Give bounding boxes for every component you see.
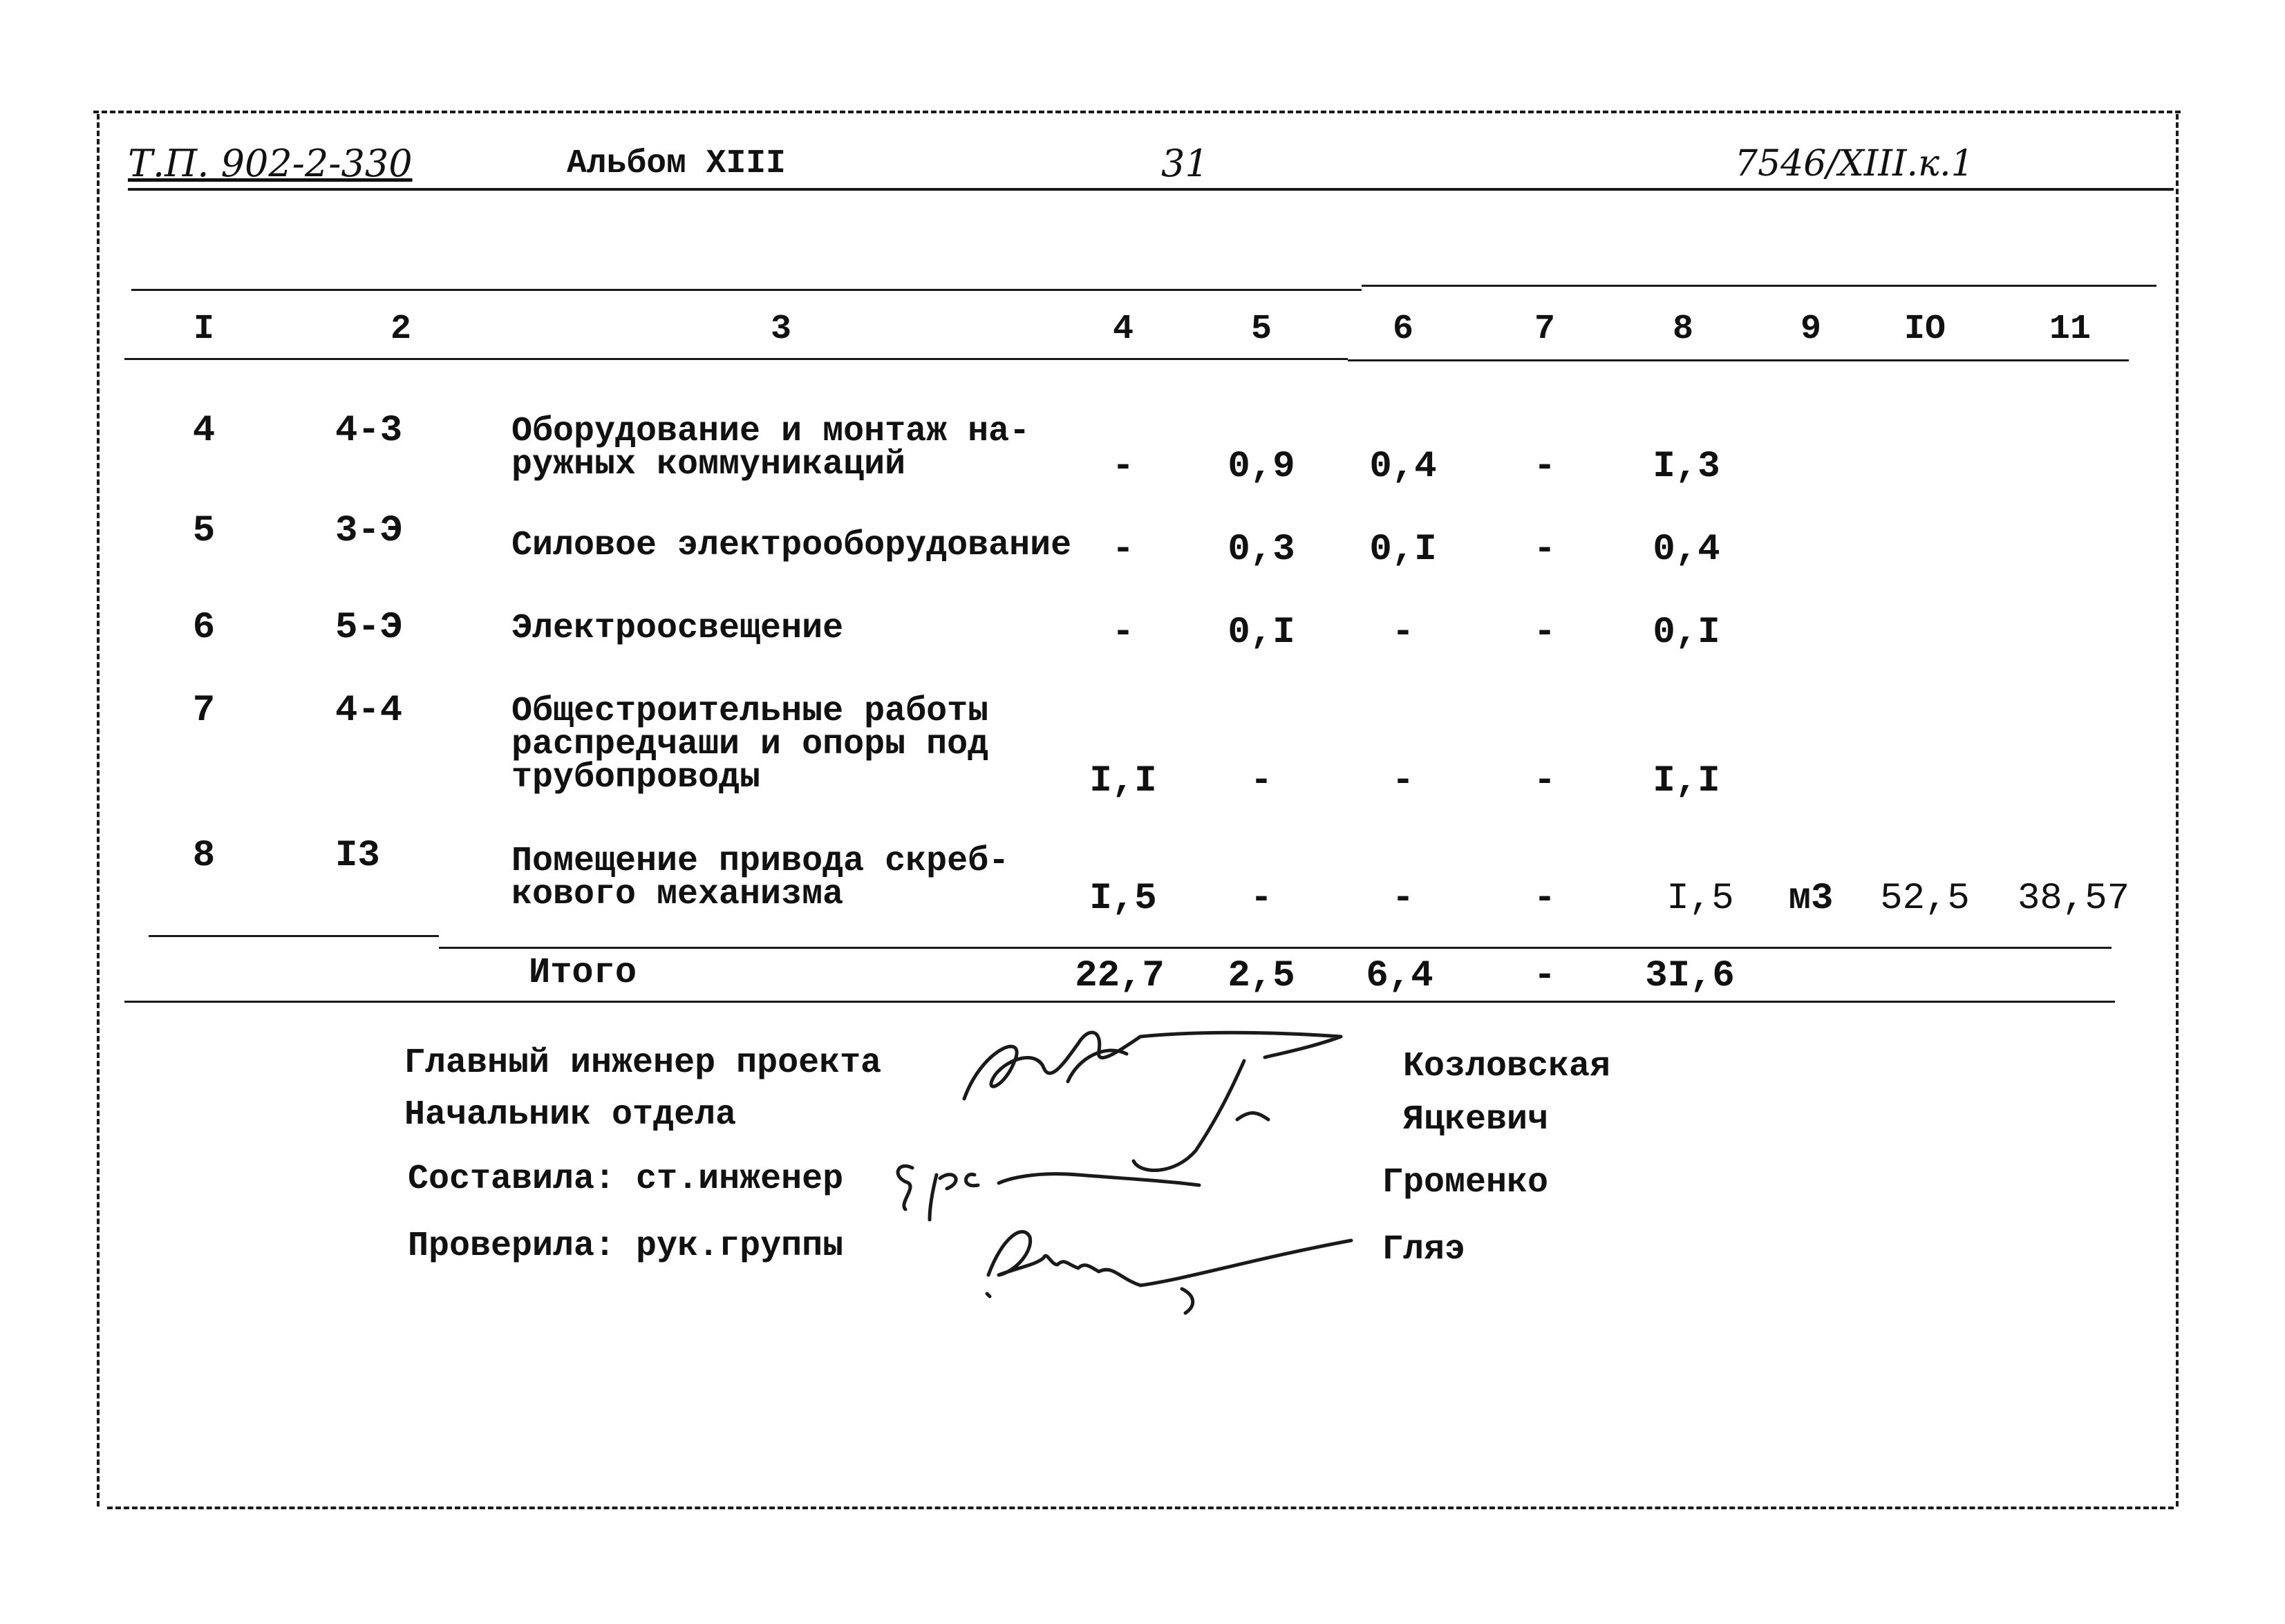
col-header-8: 8 <box>1672 310 1693 349</box>
cell-col8: I,5 <box>1666 878 1734 920</box>
cell-col7: - <box>1533 612 1557 654</box>
cell-col7: - <box>1533 446 1557 488</box>
cell-col5: - <box>1250 760 1273 802</box>
cell-col6: - <box>1391 760 1415 802</box>
row-number: 8 <box>192 835 216 877</box>
total-col5: 2,5 <box>1228 955 1295 997</box>
row-description-line: распредчаши и опоры под <box>511 725 989 764</box>
row-description-line: Оборудование и монтаж на- <box>511 412 1031 451</box>
cell-col5: 0,I <box>1228 612 1295 654</box>
cell-col6: 0,I <box>1369 529 1437 571</box>
cell-col5: 0,3 <box>1228 529 1295 571</box>
cell-col7: - <box>1533 529 1557 571</box>
cell-col7: - <box>1533 878 1557 920</box>
cell-col10: 52,5 <box>1880 878 1970 920</box>
cell-col8: I,I <box>1653 760 1720 802</box>
col-header-7: 7 <box>1534 310 1555 349</box>
col-header-5: 5 <box>1250 310 1272 349</box>
cell-col4: I,5 <box>1089 878 1157 920</box>
cell-col9-unit: м3 <box>1788 878 1834 920</box>
signature-role: Проверила: рук.группы <box>408 1227 844 1266</box>
row-description-line: ружных коммуникаций <box>511 445 906 484</box>
cell-col4: I,I <box>1089 760 1157 802</box>
cell-col4: - <box>1111 612 1135 654</box>
row-description-line: Общестроительные работы <box>511 692 989 731</box>
col-header-9: 9 <box>1800 310 1821 349</box>
cell-col8: 0,I <box>1653 612 1720 654</box>
col-header-11: 11 <box>2049 310 2091 349</box>
cell-col7: - <box>1533 760 1557 802</box>
col-header-2: 2 <box>390 310 411 349</box>
signature-scribble-1 <box>964 1032 1341 1099</box>
cell-col11: 38,57 <box>2017 878 2130 920</box>
project-code: Т.П. 902-2-330 <box>128 142 413 185</box>
archive-code: 7546/XIII.к.1 <box>1735 143 1974 185</box>
row-number: 7 <box>192 690 216 732</box>
row-code: 4-3 <box>335 410 403 452</box>
cell-col6: - <box>1391 878 1415 920</box>
cell-col6: - <box>1391 612 1415 654</box>
signature-name: Гляэ <box>1382 1230 1466 1269</box>
col-header-6: 6 <box>1392 310 1413 349</box>
total-label: Итого <box>529 952 637 993</box>
signature-role: Главный инженер проекта <box>404 1044 882 1083</box>
cell-col8: 0,4 <box>1653 529 1720 571</box>
signature-name: Козловская <box>1403 1047 1611 1086</box>
cell-col6: 0,4 <box>1369 446 1437 488</box>
row-description-line: кового механизма <box>511 875 844 914</box>
row-description-line: Силовое электрооборудование <box>511 526 1072 565</box>
total-col7: - <box>1533 955 1557 997</box>
cell-col5: - <box>1250 878 1273 920</box>
album-title: Альбом XIII <box>567 145 786 182</box>
signature-role: Начальник отдела <box>404 1095 737 1135</box>
signature-scribble-3 <box>898 1166 1199 1220</box>
signature-name: Яцкевич <box>1403 1100 1549 1140</box>
cell-col5: 0,9 <box>1228 446 1295 488</box>
row-description-line: Электроосвещение <box>511 609 844 648</box>
row-code: 3-Э <box>335 510 403 552</box>
total-col6: 6,4 <box>1366 955 1433 997</box>
signature-dot <box>987 1294 990 1296</box>
total-col4: 22,7 <box>1075 955 1165 997</box>
signature-scribble-2 <box>1134 1061 1268 1171</box>
row-number: 5 <box>192 510 216 552</box>
row-code: I3 <box>335 835 380 877</box>
cell-col8: I,3 <box>1653 446 1720 488</box>
col-header-1: I <box>193 310 214 349</box>
cell-col4: - <box>1111 446 1135 488</box>
signature-scribble-4 <box>988 1231 1351 1313</box>
row-description-line: Помещение привода скреб- <box>511 842 1010 881</box>
cell-col4: - <box>1111 529 1135 571</box>
total-col8: 3I,6 <box>1645 955 1735 997</box>
row-number: 6 <box>192 607 216 649</box>
col-header-3: 3 <box>770 310 791 349</box>
page-number: 31 <box>1161 142 1209 185</box>
row-code: 4-4 <box>335 690 403 732</box>
signature-name: Громенко <box>1382 1163 1549 1202</box>
col-header-10: IO <box>1903 310 1946 349</box>
row-number: 4 <box>192 410 216 452</box>
signature-role: Составила: ст.инженер <box>408 1160 844 1199</box>
col-header-4: 4 <box>1112 310 1134 349</box>
row-code: 5-Э <box>335 607 403 649</box>
row-description-line: трубопроводы <box>511 758 761 797</box>
